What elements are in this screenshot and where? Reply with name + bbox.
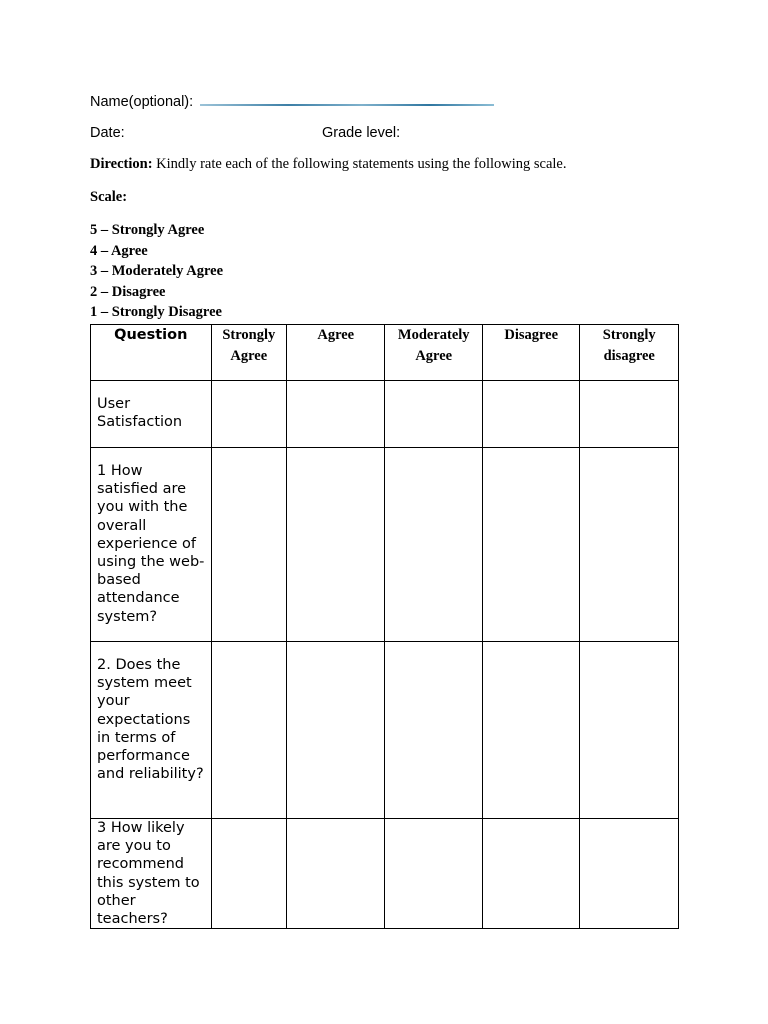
scale-list — [90, 222, 223, 325]
rating-table — [90, 324, 679, 929]
direction-label: Direction: — [90, 156, 153, 172]
rating-cell-moderately-agree[interactable] — [385, 642, 482, 819]
scale-item: 4 – Agree — [90, 242, 148, 259]
rating-cell-strongly-disagree[interactable] — [580, 381, 679, 448]
header-strongly-agree: Strongly Agree — [211, 325, 286, 381]
rating-cell-disagree[interactable] — [482, 448, 579, 642]
table-row — [91, 448, 679, 642]
rating-cell-agree[interactable] — [286, 448, 385, 642]
question-cell: 2. Does the system meet your expectations in terms of performance and reliability? — [91, 642, 212, 819]
question-cell: 3 How likely are you to recommend this system to other teachers? — [91, 819, 212, 929]
scale-label: Scale: — [90, 189, 128, 205]
header-agree: Agree — [286, 325, 385, 381]
rating-cell-strongly-disagree[interactable] — [580, 448, 679, 642]
direction-text: Kindly rate each of the following statements using the following scale. — [152, 156, 567, 172]
scale-item: 3 – Moderately Agree — [90, 263, 224, 279]
header-moderately-agree: Moderately Agree — [385, 325, 482, 381]
rating-cell-strongly-agree[interactable] — [211, 819, 286, 929]
direction-row — [90, 156, 567, 173]
table-header-row — [91, 325, 679, 381]
header-question: Question — [91, 325, 212, 381]
question-cell: User Satisfaction — [91, 381, 212, 448]
rating-cell-disagree[interactable] — [482, 381, 579, 448]
date-row — [90, 125, 125, 141]
rating-cell-strongly-disagree[interactable] — [580, 819, 679, 929]
name-input-line[interactable] — [200, 104, 494, 106]
name-label: Name(optional): — [90, 94, 194, 110]
table-row — [91, 381, 679, 448]
rating-cell-strongly-agree[interactable] — [211, 642, 286, 819]
header-strongly-disagree: Strongly disagree — [580, 325, 679, 381]
rating-cell-moderately-agree[interactable] — [385, 381, 482, 448]
grade-level-label: Grade level: — [322, 125, 401, 141]
scale-item: 1 – Strongly Disagree — [90, 304, 222, 320]
date-label: Date: — [90, 125, 125, 141]
name-row — [90, 94, 193, 110]
rating-cell-agree[interactable] — [286, 819, 385, 929]
rating-cell-disagree[interactable] — [482, 819, 579, 929]
scale-item: 2 – Disagree — [90, 283, 166, 300]
header-disagree: Disagree — [482, 325, 579, 381]
rating-cell-agree[interactable] — [286, 381, 385, 448]
rating-cell-disagree[interactable] — [482, 642, 579, 819]
question-cell: 1 How satisfied are you with the overall experience of using the web-based attendance system? — [91, 448, 212, 642]
rating-cell-moderately-agree[interactable] — [385, 819, 482, 929]
table-row — [91, 819, 679, 929]
rating-cell-strongly-agree[interactable] — [211, 448, 286, 642]
rating-cell-strongly-agree[interactable] — [211, 381, 286, 448]
table-row — [91, 642, 679, 819]
rating-cell-agree[interactable] — [286, 642, 385, 819]
rating-cell-strongly-disagree[interactable] — [580, 642, 679, 819]
rating-cell-moderately-agree[interactable] — [385, 448, 482, 642]
scale-item: 5 – Strongly Agree — [90, 222, 205, 238]
